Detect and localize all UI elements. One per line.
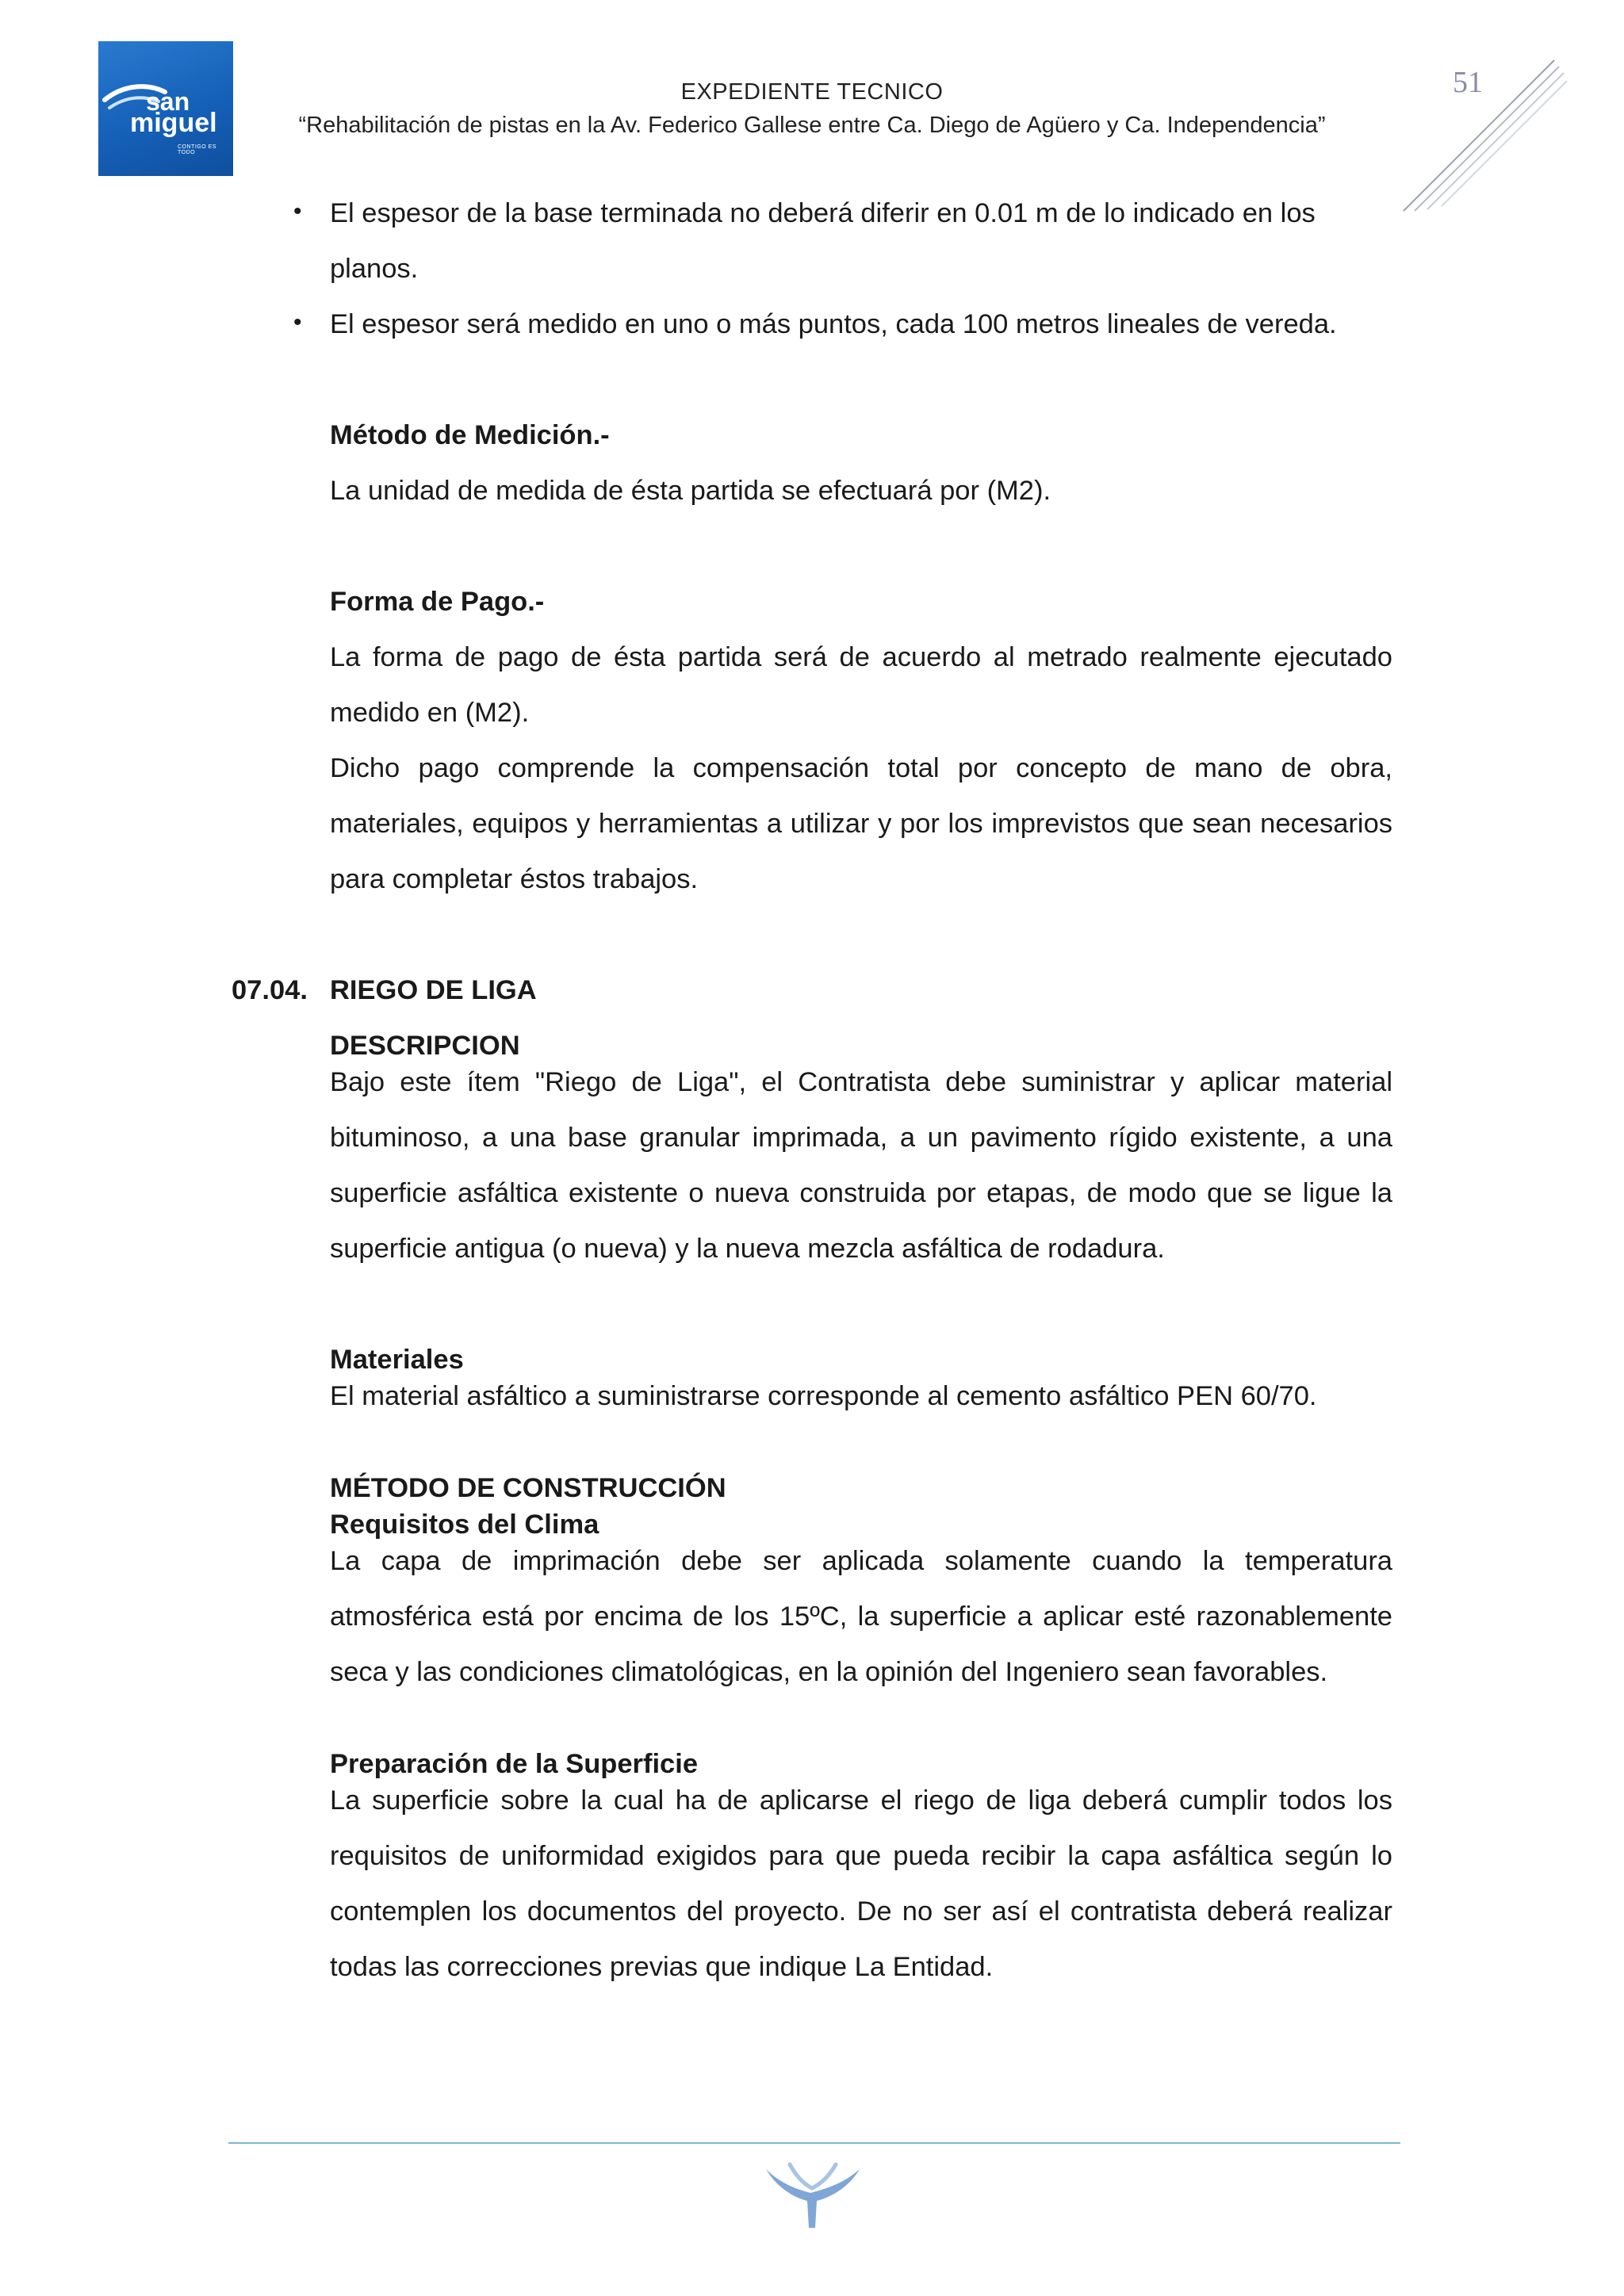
heading-preparacion-superficie: Preparación de la Superficie <box>330 1749 699 1779</box>
logo-text-san: san <box>146 87 190 116</box>
logo-text-miguel: miguel <box>130 108 217 138</box>
paragraph-line: La superficie sobre la cual ha de aplicarse el riego de liga deberá cumplir todos los <box>330 1785 1392 1816</box>
section-title: RIEGO DE LIGA <box>330 975 537 1005</box>
section-heading <box>232 975 1392 1006</box>
bullet-continuation <box>330 254 1392 285</box>
logo-tagline: CONTIGO ES TODO <box>178 144 216 155</box>
footer-divider <box>228 2142 1400 2144</box>
heading-requisitos-clima: Requisitos del Clima <box>330 1510 599 1540</box>
corner-lines-decoration <box>1380 55 1570 230</box>
heading-descripcion: DESCRIPCION <box>330 1031 520 1061</box>
paragraph-line: seca y las condiciones climatológicas, en la opinión del Ingeniero sean favorables. <box>330 1657 1328 1687</box>
bullet-item <box>293 309 1392 340</box>
bullet-item <box>293 198 1392 229</box>
footer-bird-logo-icon <box>763 2161 863 2233</box>
paragraph-line: superficie asfáltica existente o nueva construida por etapas, de modo que se ligue la <box>330 1178 1392 1208</box>
paragraph-line: La unidad de medida de ésta partida se efectuará por (M2). <box>330 476 1051 506</box>
bullet-text: El espesor de la base terminada no deberá diferir en 0.01 m de lo indicado en los <box>330 198 1316 228</box>
paragraph-line: materiales, equipos y herramientas a utilizar y por los imprevistos que sean necesarios <box>330 809 1392 839</box>
paragraph-line: bituminoso, a una base granular imprimada, a un pavimento rígido existente, a una <box>330 1123 1392 1153</box>
bullet-mark: • <box>293 309 302 335</box>
bullet-mark: • <box>293 198 302 224</box>
paragraph-line: para completar éstos trabajos. <box>330 864 699 894</box>
heading-metodo-construccion: MÉTODO DE CONSTRUCCIÓN <box>330 1473 726 1503</box>
document-title: EXPEDIENTE TECNICO <box>680 79 944 105</box>
paragraph-line: El material asfáltico a suministrarse corresponde al cemento asfáltico PEN 60/70. <box>330 1381 1317 1411</box>
paragraph-line: atmosférica está por encima de los 15ºC, la superficie a aplicar esté razonablemente <box>330 1601 1392 1632</box>
paragraph-line: todas las correcciones previas que indique La Entidad. <box>330 1952 994 1982</box>
paragraph-line: requisitos de uniformidad exigidos para que pueda recibir la capa asfáltica según lo <box>330 1841 1392 1871</box>
bullet-text: planos. <box>330 254 419 284</box>
paragraph-line: Dicho pago comprende la compensación total por concepto de mano de obra, <box>330 753 1392 783</box>
paragraph-line: La capa de imprimación debe ser aplicada solamente cuando la temperatura <box>330 1546 1392 1576</box>
paragraph-line: contemplen los documentos del proyecto. De no ser así el contratista deberá realizar <box>330 1896 1392 1927</box>
bullet-text: El espesor será medido en uno o más puntos, cada 100 metros lineales de vereda. <box>330 309 1337 339</box>
heading-materiales: Materiales <box>330 1345 464 1375</box>
san-miguel-logo <box>98 41 233 176</box>
document-subtitle: “Rehabilitación de pistas en la Av. Federico Gallese entre Ca. Diego de Agüero y Ca. Independencia” <box>298 113 1326 138</box>
paragraph-line: superficie antigua (o nueva) y la nueva mezcla asfáltica de rodadura. <box>330 1234 1165 1264</box>
paragraph-line: La forma de pago de ésta partida será de acuerdo al metrado realmente ejecutado <box>330 642 1392 672</box>
paragraph-line: Bajo este ítem "Riego de Liga", el Contratista debe suministrar y aplicar material <box>330 1067 1392 1097</box>
heading-forma-pago: Forma de Pago.- <box>330 587 545 617</box>
paragraph-line: medido en (M2). <box>330 698 530 728</box>
heading-metodo-medicion: Método de Medición.- <box>330 420 610 450</box>
section-number: 07.04. <box>232 975 308 1005</box>
page-number: 51 <box>1453 66 1483 99</box>
